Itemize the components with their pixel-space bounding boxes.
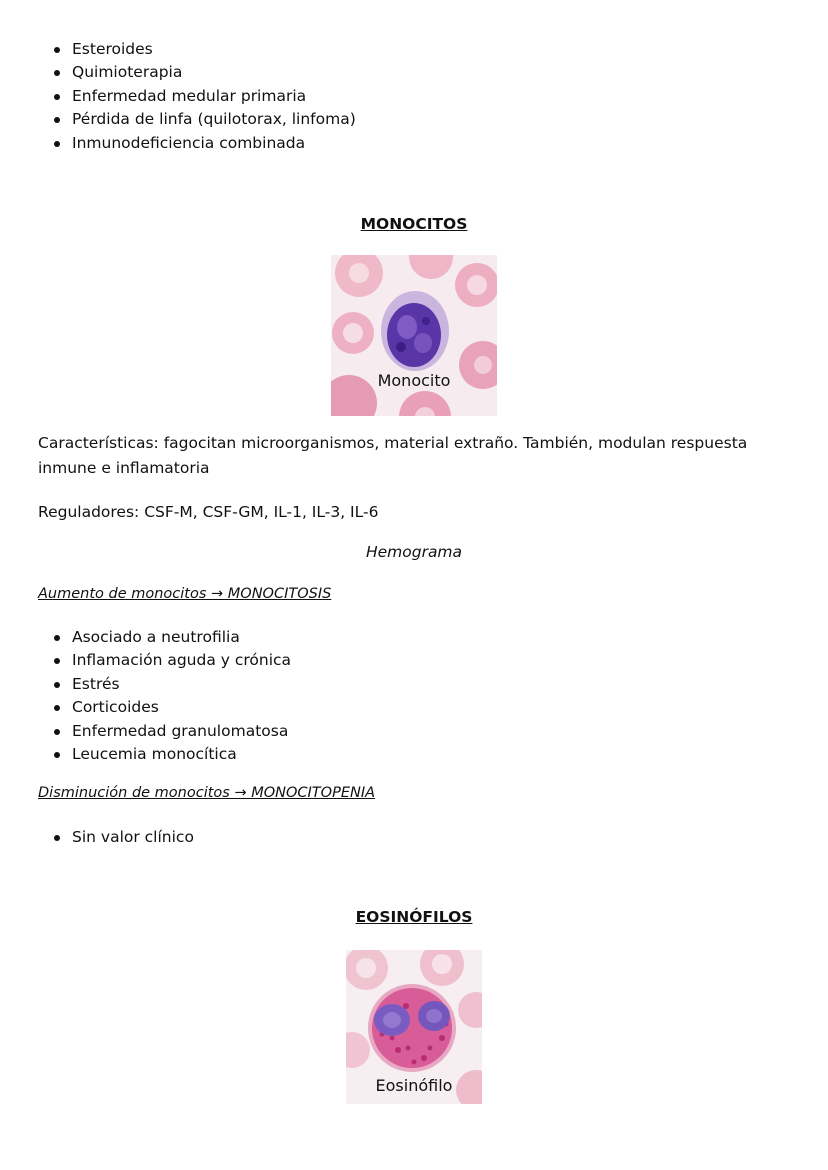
caracteristicas-paragraph: Características: fagocitan microorganismos, material extraño. También, modulan respuesta inmune e inflamatoria [38,434,748,477]
eosinophil-image [346,950,482,1104]
disminucion-heading: Disminución de monocitos → MONOCITOPENIA [38,785,376,801]
monocyte-illustration [331,255,497,416]
hemograma-label: Hemograma [365,543,463,561]
list-item: Sin valor clínico [50,826,194,849]
eosinophil-image-caption: Eosinófilo [375,1076,453,1095]
reguladores-paragraph: Reguladores: CSF-M, CSF-GM, IL-1, IL-3, IL-6 [38,503,379,521]
list-item: Pérdida de linfa (quilotorax, linfoma) [50,108,356,131]
disminucion-list [50,826,194,849]
aumento-heading: Aumento de monocitos → MONOCITOSIS [38,586,332,602]
monocyte-image-caption: Monocito [377,371,451,390]
list-item: Inmunodeficiencia combinada [50,132,356,155]
list-item: Enfermedad medular primaria [50,85,356,108]
section-heading-monocitos: MONOCITOS [360,215,468,233]
monocyte-image [331,255,497,416]
list-item: Inflamación aguda y crónica [50,649,291,672]
list-item: Asociado a neutrofilia [50,626,291,649]
list-item: Esteroides [50,38,356,61]
list-item: Estrés [50,673,291,696]
list-item: Leucemia monocítica [50,743,291,766]
list-item: Corticoides [50,696,291,719]
top-bullet-list [50,38,356,155]
list-item: Enfermedad granulomatosa [50,720,291,743]
aumento-list [50,626,291,766]
section-heading-eosinofilos: EOSINÓFILOS [355,908,473,926]
list-item: Quimioterapia [50,61,356,84]
